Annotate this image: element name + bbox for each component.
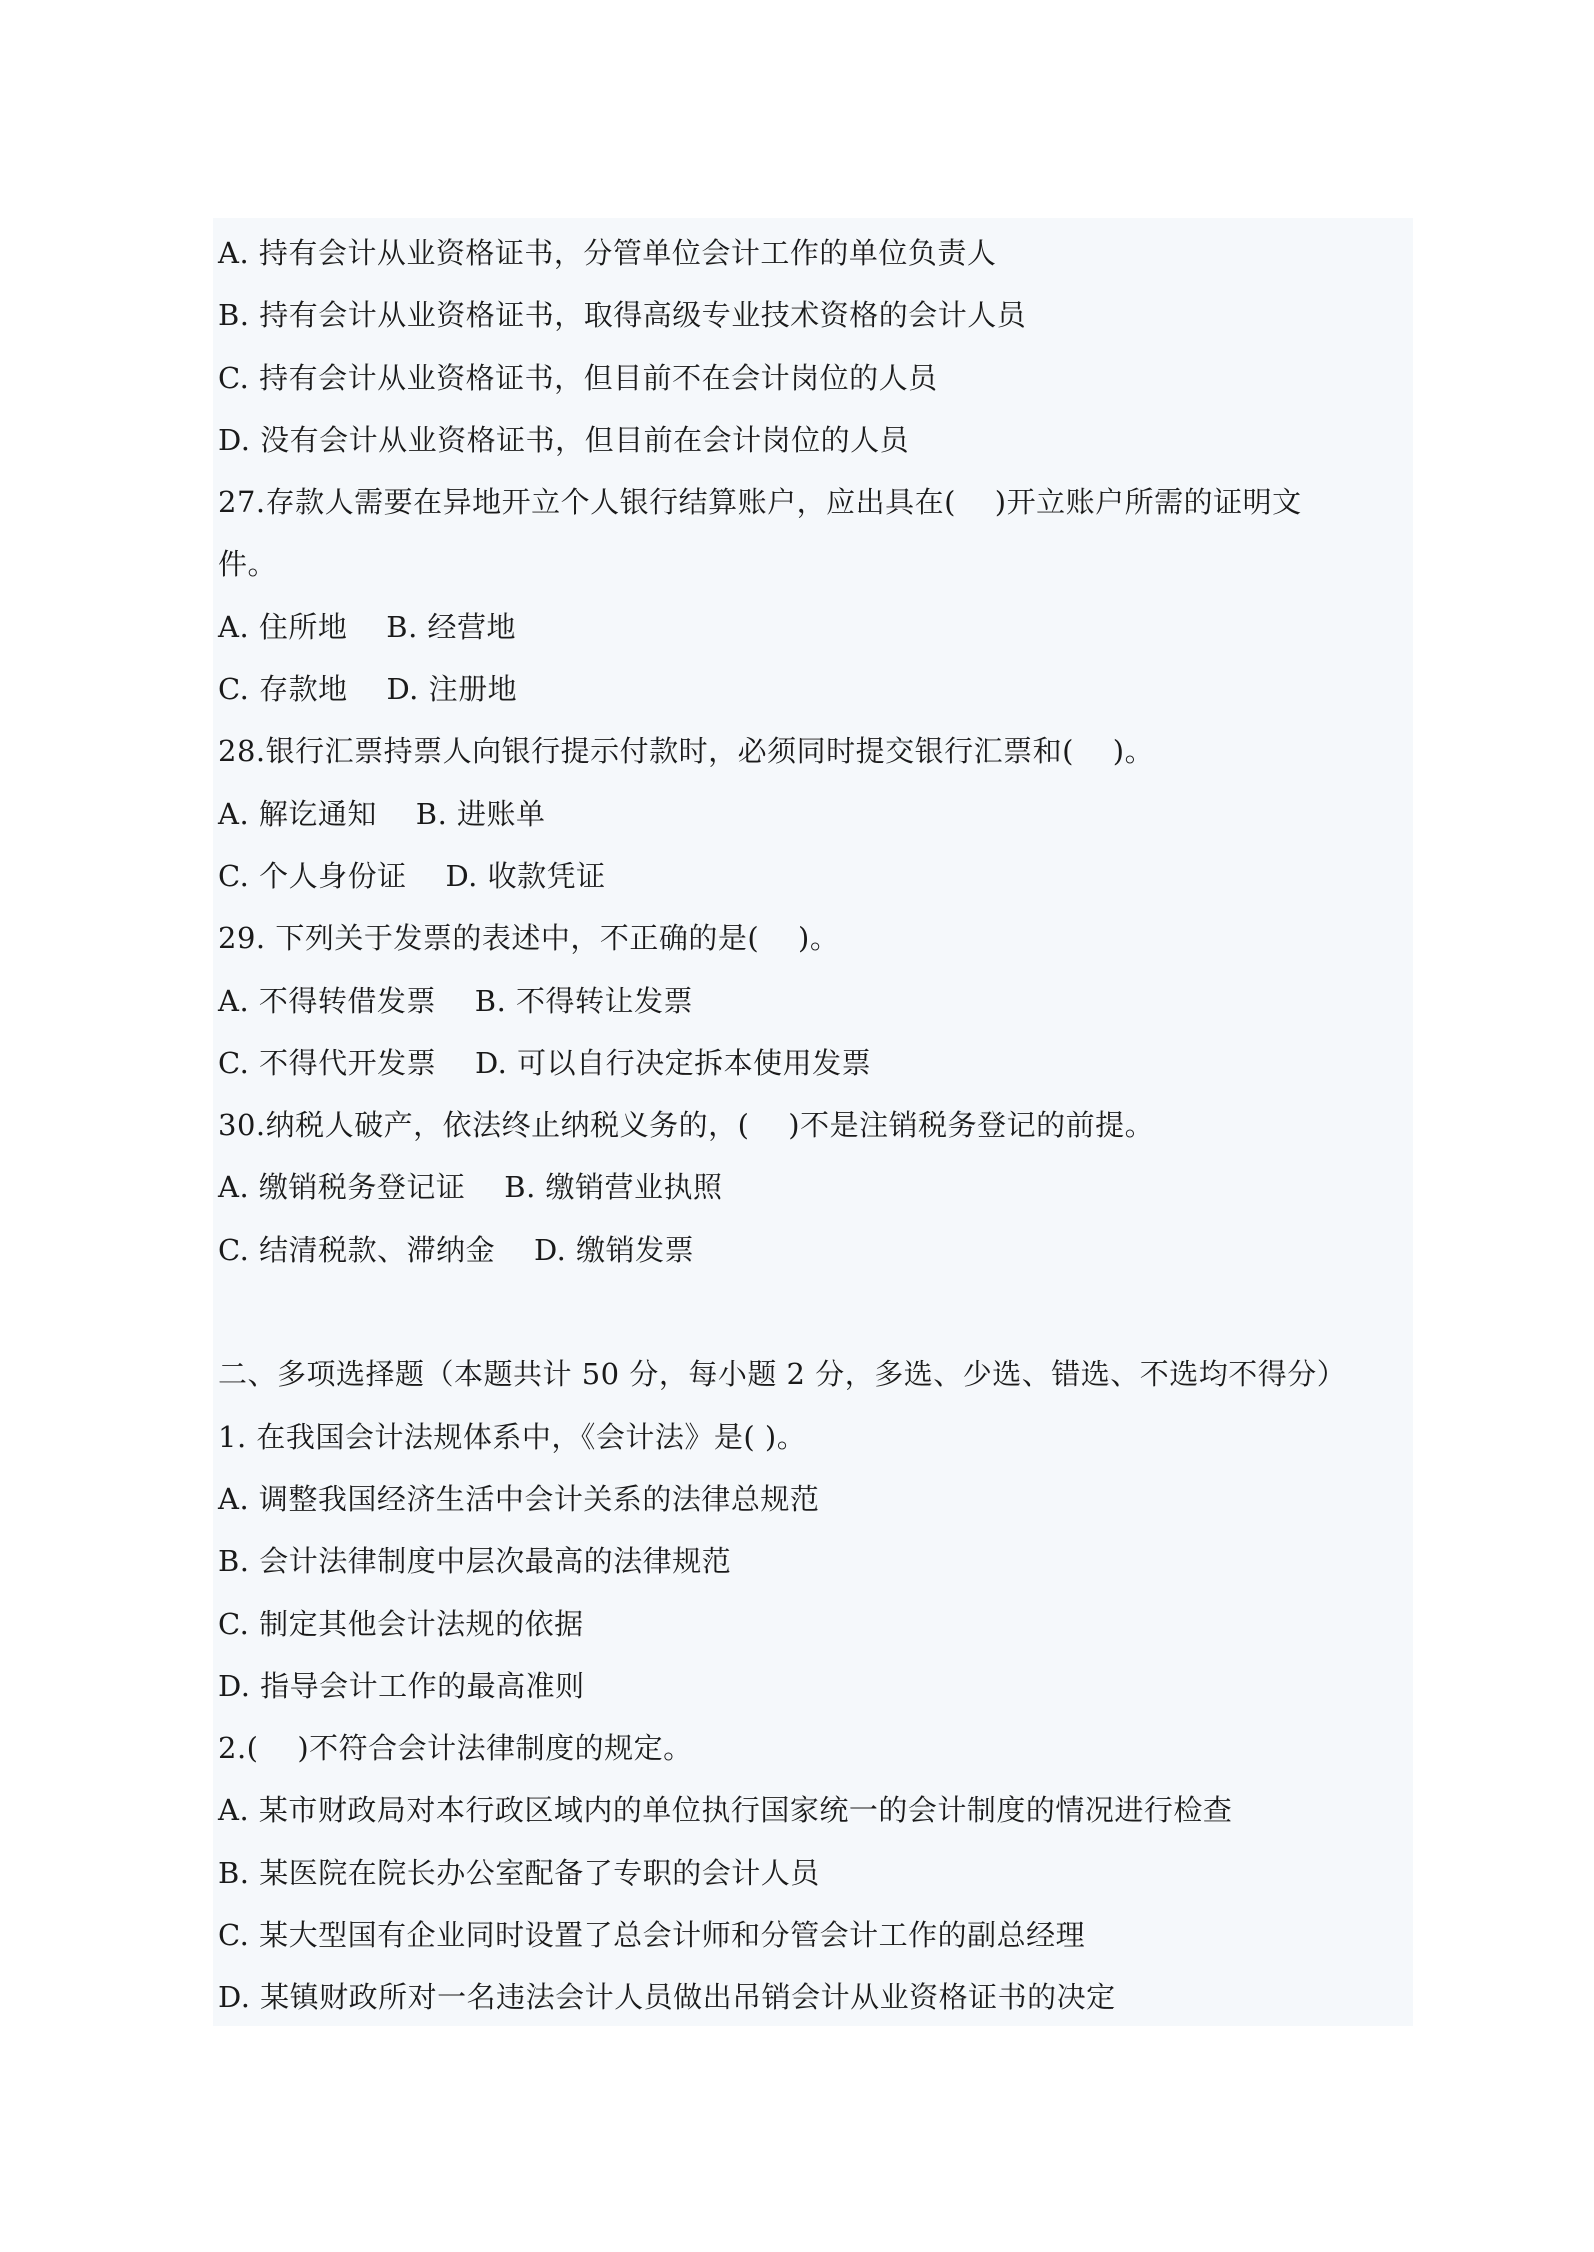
text-line: B. 会计法律制度中层次最高的法律规范 <box>218 1544 732 1579</box>
text-line <box>218 1281 1413 1343</box>
text-line: C. 不得代开发票 D. 可以自行决定拆本使用发票 <box>218 1045 872 1080</box>
text-line: 27.存款人需要在异地开立个人银行结算账户，应出具在( )开立账户所需的证明文 <box>218 485 1302 520</box>
text-line: C. 结清税款、滞纳金 D. 缴销发票 <box>218 1232 695 1267</box>
text-line: D. 指导会计工作的最高准则 <box>218 1668 585 1703</box>
text-line: C. 制定其他会计法规的依据 <box>218 1606 584 1641</box>
text-line: 件。 <box>218 547 278 582</box>
text-line: B. 某医院在院长办公室配备了专职的会计人员 <box>218 1855 820 1890</box>
text-line: A. 持有会计从业资格证书，分管单位会计工作的单位负责人 <box>218 236 997 270</box>
text-line: 29. 下列关于发票的表述中，不正确的是( )。 <box>218 921 840 956</box>
text-line: B. 持有会计从业资格证书，取得高级专业技术资格的会计人员 <box>218 298 1027 333</box>
text-line: 二、多项选择题（本题共计 50 分，每小题 2 分，多选、少选、错选、不选均不得分） <box>218 1357 1347 1392</box>
text-line: 1. 在我国会计法规体系中，《会计法》是( )。 <box>218 1419 807 1454</box>
text-line: 2.( )不符合会计法律制度的规定。 <box>218 1731 693 1766</box>
text-line: 28.银行汇票持票人向银行提示付款时，必须同时提交银行汇票和( )。 <box>218 734 1155 769</box>
text-line: C. 某大型国有企业同时设置了总会计师和分管会计工作的副总经理 <box>218 1918 1086 1953</box>
text-line: D. 没有会计从业资格证书，但目前在会计岗位的人员 <box>218 422 910 457</box>
text-line: A. 缴销税务登记证 B. 缴销营业执照 <box>218 1170 723 1205</box>
text-line: 30.纳税人破产，依法终止纳税义务的，( )不是注销税务登记的前提。 <box>218 1108 1155 1143</box>
text-line: A. 某市财政局对本行政区域内的单位执行国家统一的会计制度的情况进行检查 <box>218 1793 1233 1828</box>
text-line: A. 不得转借发票 B. 不得转让发票 <box>218 983 694 1018</box>
text-line: C. 持有会计从业资格证书，但目前不在会计岗位的人员 <box>218 360 938 395</box>
document-text <box>218 222 1413 2029</box>
text-line: A. 住所地 B. 经营地 <box>218 609 517 644</box>
text-line: D. 某镇财政所对一名违法会计人员做出吊销会计从业资格证书的决定 <box>218 1980 1116 2015</box>
text-line: C. 存款地 D. 注册地 <box>218 672 518 707</box>
text-line: A. 调整我国经济生活中会计关系的法律总规范 <box>218 1481 820 1516</box>
text-line: C. 个人身份证 D. 收款凭证 <box>218 858 606 893</box>
text-line: A. 解讫通知 B. 进账单 <box>218 796 546 831</box>
